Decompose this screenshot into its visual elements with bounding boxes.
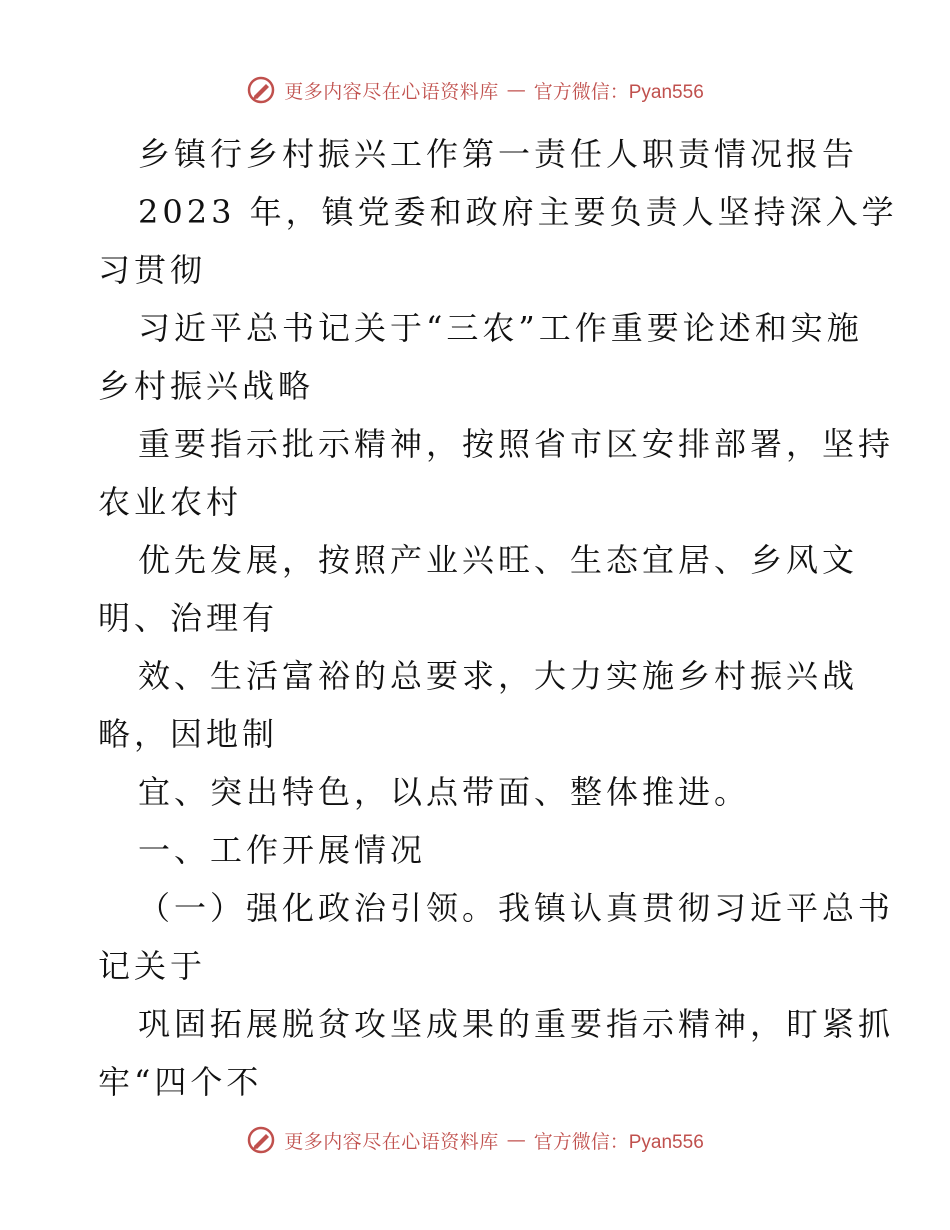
watermark-site-text: 更多内容尽在心语资料库 (284, 80, 499, 103)
paragraph-line: 巩固拓展脱贫攻坚成果的重要指示精神，盯紧抓 (138, 1005, 895, 1043)
paragraph-line: 农业农村 (98, 483, 243, 521)
pen-seal-logo-icon (246, 75, 276, 105)
document-title: 乡镇行乡村振兴工作第一责任人职责情况报告 (138, 135, 859, 173)
paragraph-line: 乡村振兴战略 (98, 367, 315, 405)
paragraph-line: 略，因地制 (98, 715, 279, 753)
watermark-contact-text: 官方微信：Pyan556 (533, 81, 704, 103)
watermark-contact-text: 官方微信：Pyan556 (533, 1131, 704, 1153)
paragraph-line: 习近平总书记关于“三农”工作重要论述和实施 (138, 309, 863, 347)
paragraph-line: 牢“四个不 (98, 1063, 263, 1101)
subsection-heading-line: （一）强化政治引领。我镇认真贯彻习近平总书 (138, 889, 895, 927)
paragraph-line: 记关于 (98, 947, 207, 985)
paragraph-line: 重要指示批示精神，按照省市区安排部署，坚持 (138, 425, 895, 463)
pen-seal-logo-icon (246, 1125, 276, 1155)
watermark-site-text: 更多内容尽在心语资料库 (284, 1130, 499, 1153)
document-body (98, 125, 898, 1111)
paragraph-line: 2023 年，镇党委和政府主要负责人坚持深入学 (138, 193, 898, 231)
section-heading: 一、工作开展情况 (138, 831, 427, 869)
paragraph-line: 优先发展，按照产业兴旺、生态宜居、乡风文 (138, 541, 859, 579)
paragraph-line: 习贯彻 (98, 251, 207, 289)
footer-watermark (0, 1122, 950, 1158)
header-watermark (0, 72, 950, 108)
paragraph-line: 明、治理有 (98, 599, 279, 637)
watermark-separator: — (506, 1129, 526, 1151)
paragraph-line: 宜、突出特色，以点带面、整体推进。 (138, 773, 751, 811)
paragraph-line: 效、生活富裕的总要求，大力实施乡村振兴战 (138, 657, 859, 695)
watermark-separator: — (506, 79, 526, 101)
